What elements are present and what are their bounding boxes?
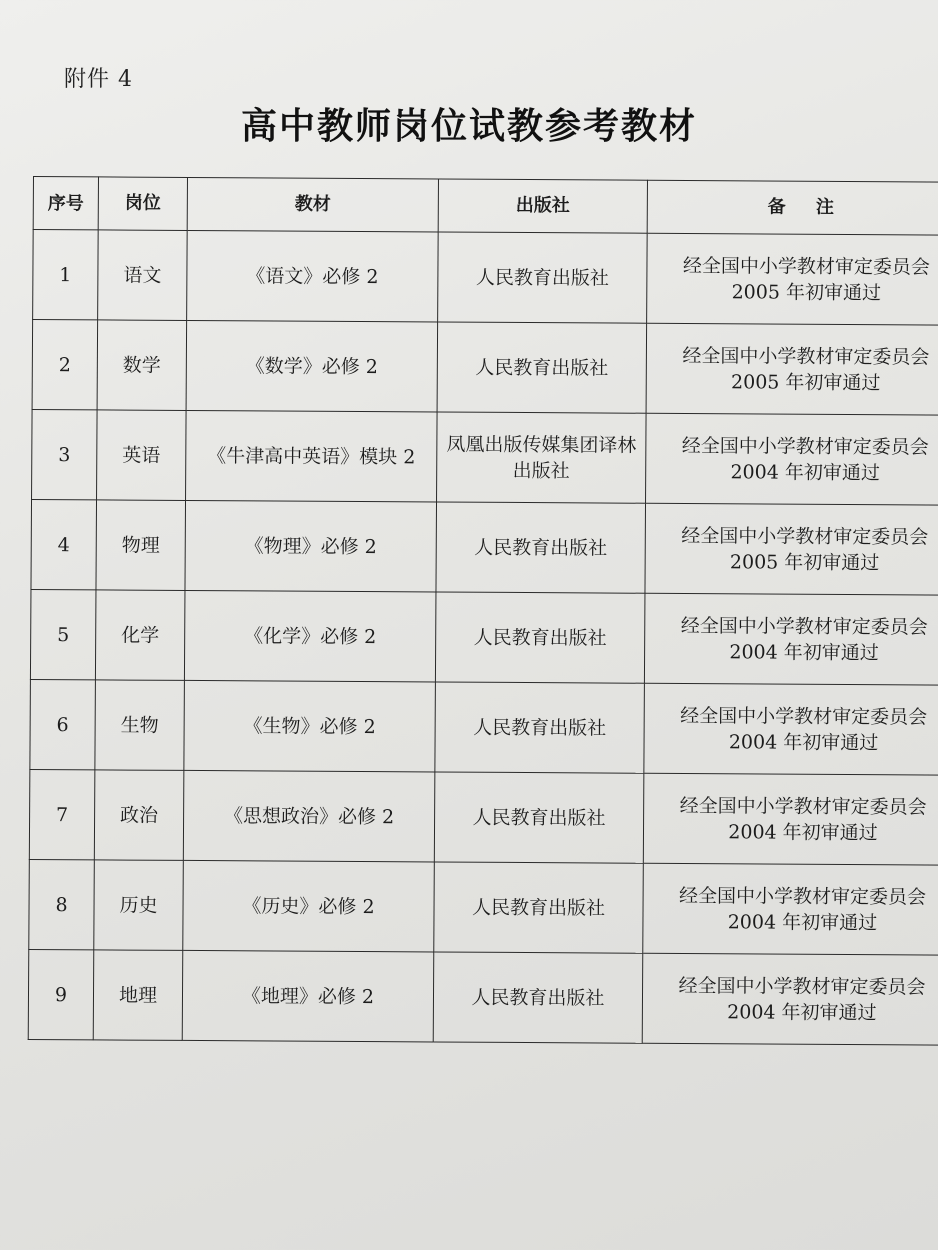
- cell-textbook: 《牛津高中英语》模块 2: [186, 410, 438, 502]
- cell-no: 5: [30, 589, 96, 679]
- cell-no: 2: [32, 320, 98, 410]
- cell-no: 7: [29, 769, 95, 859]
- cell-post: 历史: [94, 860, 184, 951]
- attachment-label: 附件 4: [64, 67, 133, 92]
- remark-line-1: 经全国中小学教材审定委员会: [682, 344, 930, 368]
- cell-textbook: 《语文》必修 2: [187, 230, 439, 322]
- cell-publisher: 人民教育出版社: [436, 502, 646, 593]
- cell-publisher: 凤凰出版传媒集团译林出版社: [437, 412, 647, 503]
- cell-remark: [645, 503, 938, 595]
- cell-remark: [646, 413, 938, 505]
- cell-remark: [646, 323, 938, 415]
- remark-line-2: 2004 年初审通过: [727, 910, 878, 934]
- remark-line-2: 2004 年初审通过: [728, 730, 879, 754]
- table-row: [32, 409, 938, 505]
- header-no: 序号: [33, 177, 98, 230]
- document-title: 高中教师岗位试教参考教材: [240, 105, 697, 147]
- remark-line-2: 2005 年初审通过: [730, 370, 881, 394]
- cell-remark: [643, 773, 938, 865]
- cell-post: 生物: [95, 680, 185, 771]
- cell-post: 化学: [95, 590, 185, 681]
- cell-post: 数学: [97, 320, 187, 411]
- cell-textbook: 《历史》必修 2: [183, 860, 435, 952]
- cell-remark: [643, 863, 938, 955]
- cell-textbook: 《思想政治》必修 2: [183, 770, 435, 862]
- table-row: [30, 589, 938, 685]
- cell-no: 9: [28, 949, 94, 1039]
- cell-post: 物理: [96, 500, 186, 591]
- cell-post: 语文: [98, 230, 188, 321]
- cell-no: 6: [30, 679, 96, 769]
- cell-publisher: 人民教育出版社: [433, 952, 643, 1043]
- table-row: [31, 499, 938, 595]
- remark-line-1: 经全国中小学教材审定委员会: [681, 434, 929, 458]
- cell-remark: [644, 593, 938, 685]
- cell-post: 地理: [93, 950, 183, 1041]
- remark-line-2: 2004 年初审通过: [730, 460, 880, 484]
- cell-publisher: 人民教育出版社: [438, 232, 648, 323]
- remark-line-1: 经全国中小学教材审定委员会: [680, 614, 928, 638]
- header-remark: 备 注: [647, 180, 938, 235]
- remark-line-1: 经全国中小学教材审定委员会: [680, 704, 928, 728]
- cell-remark: [644, 683, 938, 775]
- cell-publisher: 人民教育出版社: [435, 682, 645, 773]
- remark-line-1: 经全国中小学教材审定委员会: [682, 254, 931, 278]
- remark-line-2: 2004 年初审通过: [727, 1000, 877, 1024]
- cell-publisher: 人民教育出版社: [437, 322, 647, 413]
- remark-line-2: 2004 年初审通过: [728, 820, 878, 844]
- header-post: 岗位: [98, 177, 187, 231]
- table-row: [33, 230, 938, 326]
- header-textbook: 教材: [187, 177, 438, 232]
- table-row: [30, 679, 938, 775]
- cell-post: 英语: [97, 410, 187, 501]
- remark-line-2: 2005 年初审通过: [729, 550, 880, 574]
- cell-textbook: 《物理》必修 2: [185, 500, 437, 592]
- cell-remark: [642, 953, 938, 1045]
- remark-line-1: 经全国中小学教材审定委员会: [678, 974, 926, 998]
- remark-line-1: 经全国中小学教材审定委员会: [679, 794, 927, 818]
- table-row: [29, 769, 938, 865]
- cell-no: 1: [33, 230, 99, 320]
- cell-remark: [647, 233, 938, 325]
- textbook-table: [28, 176, 938, 1046]
- cell-post: 政治: [94, 770, 184, 861]
- remark-line-1: 经全国中小学教材审定委员会: [681, 524, 929, 548]
- table-row: [29, 859, 938, 955]
- cell-no: 4: [31, 499, 97, 589]
- header-publisher: 出版社: [438, 179, 647, 233]
- cell-textbook: 《地理》必修 2: [182, 950, 434, 1042]
- remark-line-1: 经全国中小学教材审定委员会: [679, 884, 927, 908]
- cell-no: 3: [32, 409, 98, 499]
- remark-line-2: 2005 年初审通过: [731, 280, 882, 304]
- cell-textbook: 《数学》必修 2: [186, 320, 438, 412]
- table-header-row: [33, 177, 938, 236]
- cell-textbook: 《化学》必修 2: [184, 590, 436, 682]
- cell-no: 8: [29, 859, 95, 949]
- cell-textbook: 《生物》必修 2: [184, 680, 436, 772]
- cell-publisher: 人民教育出版社: [434, 772, 644, 863]
- table-row: [28, 949, 938, 1045]
- cell-publisher: 人民教育出版社: [435, 592, 645, 683]
- table-row: [32, 320, 938, 416]
- cell-publisher: 人民教育出版社: [434, 862, 644, 953]
- remark-line-2: 2004 年初审通过: [729, 640, 879, 664]
